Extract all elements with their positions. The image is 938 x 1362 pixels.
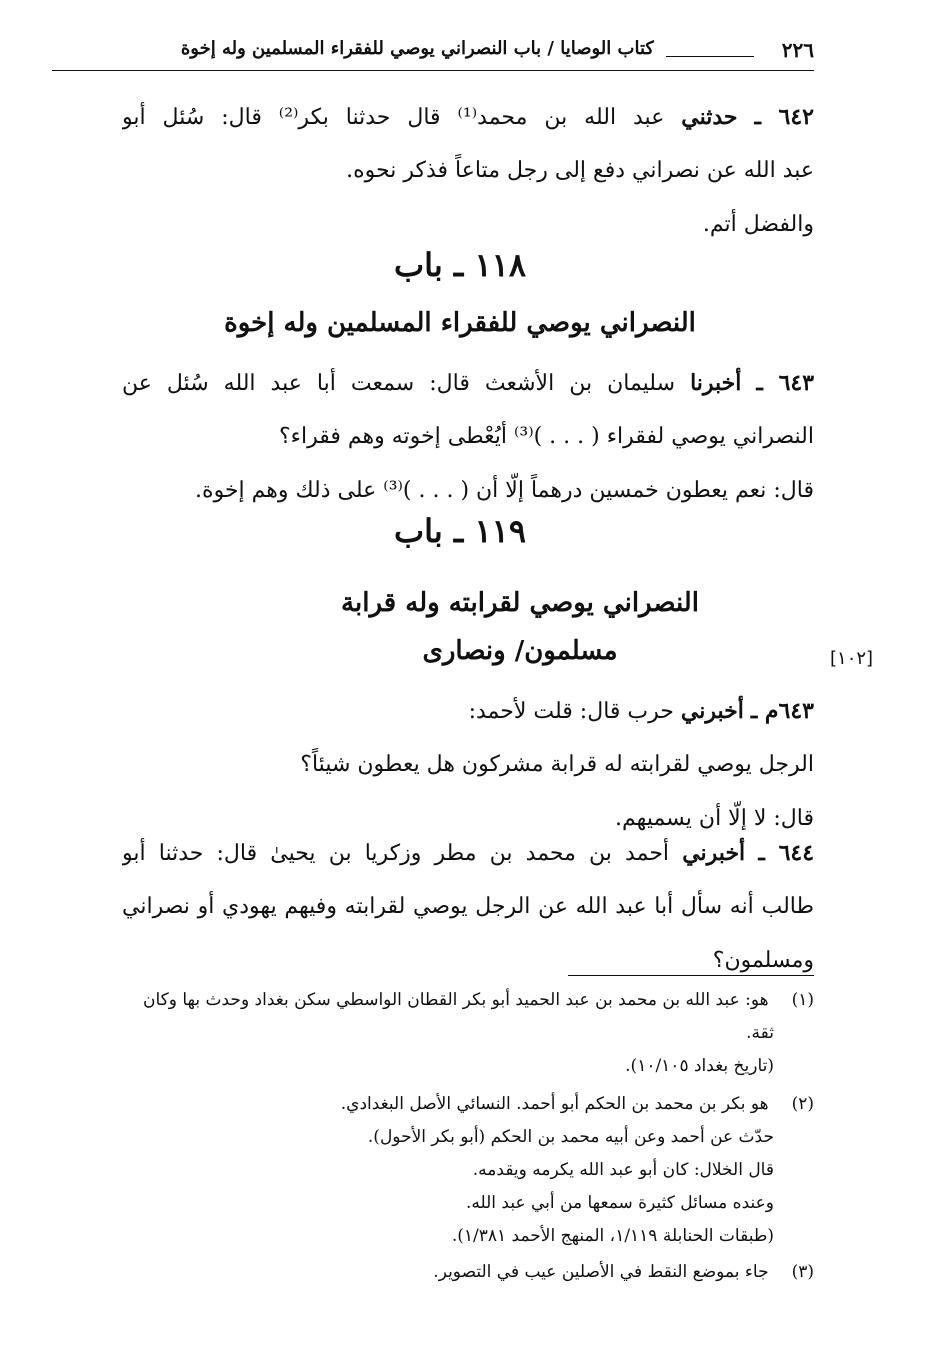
entry-number: ٦٤٣ ـ [756, 370, 814, 396]
entry-keyword: أخبرني [682, 840, 746, 866]
header-dash-rule [666, 56, 754, 57]
entry-643m [122, 684, 814, 846]
entry-643m-line-1 [122, 684, 814, 738]
footnote-text: هو بكر بن محمد بن الحكم أبو أحمد. النسائي الأصل البغدادي. [340, 1094, 769, 1114]
entry-644-line-2: طالب أنه سأل أبا عبد الله عن الرجل يوصي لقرابته وفيهم يهودي أو نصراني [122, 894, 814, 919]
chapter-119-subtitle-line-1: النصراني يوصي لقرابته وله قرابة [341, 588, 699, 618]
entry-642-line-3: والفضل أتم. [702, 212, 814, 237]
entry-643m-line-2: الرجل يوصي لقرابته له قرابة مشركون هل يعطون شيئاً؟ [300, 752, 814, 777]
entry-number: ٦٤٢ ـ [754, 104, 814, 130]
footnote-2-line-5: (طبقات الحنابلة ١/١١٩، المنهج الأحمد ١/٣٨١). [451, 1226, 774, 1246]
entry-644 [122, 826, 814, 988]
chapter-119-subtitle-line-2: مسلمون/ ونصارى [422, 636, 618, 666]
page-number: ٢٢٦ [781, 38, 814, 62]
running-header [52, 32, 814, 68]
footnote-separator [568, 975, 814, 976]
entry-text: حرب قال: قلت لأحمد: [468, 699, 674, 724]
entry-643m-line-3: قال: لا إلّا أن يسميهم. [615, 806, 814, 831]
footnote-text: هو: عبد الله بن محمد بن عبد الحميد أبو بكر القطان الواسطي سكن بغداد وحدث بها وكان [142, 990, 769, 1010]
entry-text: عبد الله بن محمد⁽¹⁾ قال حدثنا بكر⁽²⁾ قال: سُئل أبو [122, 105, 665, 130]
entry-text: سليمان بن الأشعث قال: سمعت أبا عبد الله سُئل عن [122, 371, 676, 396]
header-title: كتاب الوصايا / باب النصراني يوصي للفقراء المسلمين وله إخوة [180, 38, 654, 59]
footnote-1-line-1 [54, 984, 814, 1017]
margin-folio-ref: [١٠٢] [830, 648, 874, 669]
entry-keyword: أخبرني [680, 698, 744, 724]
entry-643 [122, 356, 814, 518]
footnote-1-line-3: (تاريخ بغداد ١٠/١٠٥). [625, 1056, 774, 1076]
entry-text: أحمد بن محمد بن مطر وزكريا بن يحيىٰ قال: حدثنا أبو [122, 841, 670, 866]
entry-644-line-3: ومسلمون؟ [712, 948, 814, 973]
chapter-118-heading: ١١٨ ـ باب [394, 246, 526, 284]
entry-keyword: أخبرنا [690, 370, 742, 396]
chapter-119-heading: ١١٩ ـ باب [394, 512, 526, 550]
entry-number: ٦٤٤ ـ [758, 840, 814, 866]
footnote-text: جاء بموضع النقط في الأصلين عيب في التصوير. [433, 1262, 769, 1282]
entry-keyword: حدثني [681, 104, 738, 130]
footnote-number: (٢) [791, 1094, 814, 1114]
entry-642-line-1 [122, 90, 814, 144]
entry-643-line-2: النصراني يوصي لفقراء ( . . . )⁽³⁾ أيُعْطى إخوته وهم فقراء؟ [278, 424, 814, 449]
footnote-2-line-4: وعنده مسائل كثيرة سمعها من أبي عبد الله. [465, 1193, 774, 1213]
header-divider [52, 70, 814, 71]
footnote-2-line-2: حدّث عن أحمد وعن أبيه محمد بن الحكم (أبو بكر الأحول). [367, 1127, 774, 1147]
entry-number: ٦٤٣م ـ [750, 698, 814, 724]
entry-642 [122, 90, 814, 252]
chapter-118-subtitle: النصراني يوصي للفقراء المسلمين وله إخوة [224, 308, 696, 338]
entry-643-line-3: قال: نعم يعطون خمسين درهماً إلّا أن ( . . . )⁽³⁾ على ذلك وهم إخوة. [195, 478, 814, 503]
entry-642-line-2: عبد الله عن نصراني دفع إلى رجل متاعاً فذكر نحوه. [346, 158, 814, 183]
footnote-number: (٣) [791, 1262, 814, 1282]
footnote-number: (١) [791, 990, 814, 1010]
footnote-3-line-1 [54, 1256, 814, 1289]
entry-643-line-1 [122, 356, 814, 410]
footnote-1-line-2: ثقة. [746, 1023, 774, 1043]
footnote-2-line-1 [54, 1088, 814, 1121]
entry-644-line-1 [122, 826, 814, 880]
footnote-2-line-3: قال الخلال: كان أبو عبد الله يكرمه ويقدمه. [472, 1160, 774, 1180]
